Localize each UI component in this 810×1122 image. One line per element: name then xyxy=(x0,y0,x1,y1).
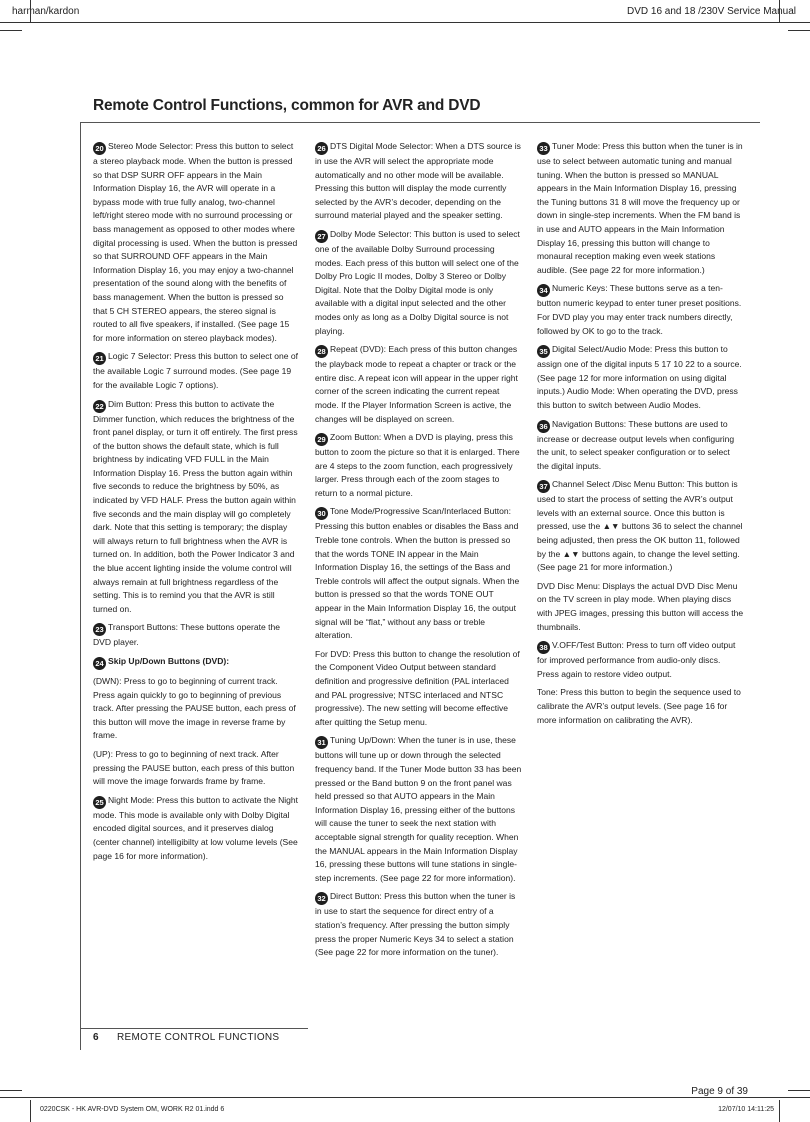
paragraph xyxy=(93,621,300,650)
paragraph xyxy=(93,794,300,863)
paragraph-heading: Skip Up/Down Buttons (DVD): xyxy=(108,656,230,666)
paragraph xyxy=(315,734,522,885)
column-2 xyxy=(315,140,522,965)
paragraph-text: Logic 7 Selector: Press this button to select one of the available Logic 7 surround modes. (See page 19 for the available Logic 7 options). xyxy=(93,351,299,390)
callout-badge: 24 xyxy=(93,657,106,670)
paragraph xyxy=(537,343,744,412)
paragraph-text: Tone: Press this button to begin the sequence used to calibrate the AVR’s output levels. (See page 16 for more information on calibrating the AVR). xyxy=(537,687,741,725)
paragraph-text: Night Mode: Press this button to activate the Night mode. This mode is available only with Dolby Digital encoded digital sources, and it preserves dialog (center channel) intelligibilty at low volume levels (See page 16 for more information). xyxy=(93,794,299,861)
paragraph-text: Transport Buttons: These buttons operate the DVD player. xyxy=(93,622,280,648)
crop-mark xyxy=(30,0,31,22)
paragraph-text: Numeric Keys: These buttons serve as a ten-button numeric keypad to enter tuner preset positions. For DVD play you may enter track numbers directly, followed by OK to go to the track. xyxy=(537,283,742,336)
paragraph-text: Tone Mode/Progressive Scan/Interlaced Button: Pressing this button enables or disables the Bass and Treble tone controls. When the button is pressed so that the words TONE IN appear in the Main Information Display 16, the settings of the Bass and Treble controls will affect the output signals. When the button is pressed so that the words TONE OUT appear in the Main Information Display 16, the output signal will be “flat,” without any bass or treble alteration. xyxy=(315,506,520,641)
paragraph-text: Zoom Button: When a DVD is playing, press this button to zoom the picture so that it is enlarged. There are 4 steps to the zoom function, each progressively larger. Press through each of the zoom stages to return to a normal picture. xyxy=(315,432,520,498)
paragraph-text: (DWN): Press to go to beginning of current track. Press again quickly to go to beginning of previous track. After pressing the PAUSE button, each press of this button will move the image in reverse frame by frame. xyxy=(93,676,296,741)
column-1 xyxy=(93,140,300,868)
paragraph-text: Navigation Buttons: These buttons are used to increase or decrease output levels when configuring the unit, to select speaker configuration or to select the digital inputs. xyxy=(537,418,735,471)
paragraph xyxy=(315,648,522,730)
indesign-date: 12/07/10 14:11:25 xyxy=(718,1106,774,1113)
paragraph xyxy=(315,140,522,223)
paragraph xyxy=(315,505,522,642)
crop-mark xyxy=(0,30,22,31)
paragraph-text: Channel Select /Disc Menu Button: This button is used to start the process of setting the AVR’s output levels with an external source. Once this button is pressed, use the ▲▼ buttons 36 to select the channel being adjusted, then press the OK button 11, followed by the ▲▼ buttons again, to change the level setting. (See page 21 for more information.) xyxy=(537,479,743,573)
paragraph xyxy=(93,748,300,789)
callout-badge: 30 xyxy=(315,507,328,520)
callout-badge: 27 xyxy=(315,230,328,243)
callout-badge: 37 xyxy=(537,480,550,493)
page-count: Page 9 of 39 xyxy=(691,1086,748,1097)
header-rule xyxy=(0,22,810,23)
paragraph-text: For DVD: Press this button to change the resolution of the Component Video Output between standard definition and progressive definition (PAL interlaced and PAL progressive; NTSC interlaced and NTSC progressive). The new setting will become effective after quitting the Setup menu. xyxy=(315,648,520,727)
footer-rule xyxy=(80,1028,308,1029)
title-rule xyxy=(80,122,760,123)
crop-mark xyxy=(0,1090,22,1091)
column-3 xyxy=(537,140,744,732)
paragraph xyxy=(315,343,522,426)
paragraph xyxy=(537,282,744,338)
paragraph-text: Stereo Mode Selector: Press this button to select a stereo playback mode. When the button is pressed so that DSP SURR OFF appears in the Main Information Display 16, the AVR will operate in a bypass mode with true fully analog, two-channel left/right stereo mode with no surround processing or bass management as opposed to other modes where digital processing is used. When the button is pressed so that SURROUND OFF appears in the Main Information Display 16, you may enjoy a two-channel presentation of the sound along with the benefits of bass management. When the button is pressed so that 5 CH STEREO appears, the stereo signal is routed to all five speakers, if installed. (See page 15 for more information on stereo playback modes). xyxy=(93,141,298,343)
callout-badge: 35 xyxy=(537,345,550,358)
paragraph xyxy=(537,478,744,575)
paragraph xyxy=(537,580,744,634)
paragraph-text: Repeat (DVD): Each press of this button changes the playback mode to repeat a chapter or track or the entire disc. A repeat icon will appear in the upper right corner of the screen indicating the current repeat mode. If the Player Information Screen is active, the changes will be displayed on screen. xyxy=(315,344,518,424)
paragraph xyxy=(537,418,744,474)
paragraph-text: Tuning Up/Down: When the tuner is in use, these buttons will tune up or down through the selected frequency band. If the Tuner Mode button 33 has been pressed or the Band button 9 on the front panel was held pressed so that AUTO appears in the Main Information Display 16, pressing either of the buttons will cause the tuner to seek the next station with acceptable signal strength for quality reception. When the MANUAL appears in the Main Information Display 16, pressing these buttons will tune stations in single-step increments. (See page 22 for more information). xyxy=(315,735,522,883)
crop-mark xyxy=(788,30,810,31)
crop-mark xyxy=(788,1090,810,1091)
callout-badge: 23 xyxy=(93,623,106,636)
crop-mark xyxy=(30,1100,31,1122)
callout-badge: 28 xyxy=(315,345,328,358)
paragraph xyxy=(93,350,300,392)
footer-page-number: 6 xyxy=(93,1032,99,1043)
paragraph xyxy=(93,655,300,670)
callout-badge: 31 xyxy=(315,736,328,749)
paragraph xyxy=(537,140,744,277)
callout-badge: 38 xyxy=(537,641,550,654)
paragraph xyxy=(93,140,300,345)
callout-badge: 36 xyxy=(537,420,550,433)
header-manual-title: DVD 16 and 18 /230V Service Manual xyxy=(627,6,796,17)
margin-rule xyxy=(80,122,81,1050)
paragraph-text: V.OFF/Test Button: Press to turn off video output for improved performance from audio-only discs. Press again to restore video output. xyxy=(537,640,736,679)
paragraph xyxy=(93,398,300,617)
paragraph xyxy=(537,686,744,727)
paragraph-text: Dim Button: Press this button to activate the Dimmer function, which reduces the brightness of the front panel display, or turn it off entirely. The first press of the button shows the default state, which is full brightness by indicating VFD FULL in the Main Information Display 16. Press the button again within five seconds to reduce the brightness by 50%, as indicated by VFD HALF. Press the button again within five seconds and the main display will go completely dark. Note that this setting is temporary; the display will always return to full brightness when the AVR is turned on. In addition, both the Power Indicator 3 and the blue accent lighting inside the volume control will always remain at full brightness regardless of the setting. This is to remind you that the AVR is still turned on. xyxy=(93,398,298,614)
callout-badge: 20 xyxy=(93,142,106,155)
paragraph xyxy=(537,639,744,681)
page-title: Remote Control Functions, common for AVR and DVD xyxy=(93,97,481,114)
bottom-rule xyxy=(0,1097,810,1098)
paragraph-text: Digital Select/Audio Mode: Press this button to assign one of the digital inputs 5 17 10 22 to a source. (See page 12 for more information on using digital inputs.) Audio Mode: When operating the DVD, press this button to switch between Audio Modes. xyxy=(537,344,742,410)
callout-badge: 33 xyxy=(537,142,550,155)
callout-badge: 22 xyxy=(93,400,106,413)
crop-mark xyxy=(779,0,780,22)
paragraph xyxy=(93,675,300,743)
callout-badge: 32 xyxy=(315,892,328,905)
callout-badge: 34 xyxy=(537,284,550,297)
paragraph-text: Tuner Mode: Press this button when the tuner is in use to select between automatic tuning and manual tuning. When the button is pressed so MANUAL appears in the Main Information Display 16, pressing the Tuning buttons 31 8 will move the frequency up or down in single-step increments. When the FM band is in use and AUTO appears in the Main Information Display 16, pressing this button will change to monaural reception making even week stations audible. (See page 22 for more information.) xyxy=(537,141,743,275)
footer-section: REMOTE CONTROL FUNCTIONS xyxy=(117,1032,280,1043)
paragraph-text: Dolby Mode Selector: This button is used to select one of the available Dolby Surround processing modes. Each press of this button will select one of the Dolby Pro Logic II modes, Dolby 3 Stereo or Dolby Digital. Note that the Dolby Digital mode is only available with a digital input selected and the other modes only as long as a Dolby Digital source is not playing. xyxy=(315,228,520,336)
paragraph xyxy=(315,228,522,338)
paragraph-text: Direct Button: Press this button when the tuner is in use to start the sequence for direct entry of a station’s frequency. After pressing the button simply press the proper Numeric Keys 34 to select a station (See page 22 for more information on the tuner). xyxy=(315,891,516,958)
paragraph xyxy=(315,431,522,500)
paragraph-text: DTS Digital Mode Selector: When a DTS source is in use the AVR will select the appropriate mode automatically and no other mode will be available. Pressing this button will display the mode currently selected by the AVR’s decoder, depending on the surround material played and the speaker setting. xyxy=(315,141,521,221)
paragraph xyxy=(315,890,522,959)
paragraph-text: DVD Disc Menu: Displays the actual DVD Disc Menu on the TV screen in play mode. When playing discs with JPEG images, pressing this button will access the thumbnails. xyxy=(537,580,744,632)
indesign-file: 0220CSK - HK AVR-DVD System OM, WORK R2 01.indd 6 xyxy=(40,1106,225,1113)
callout-badge: 21 xyxy=(93,352,106,365)
callout-badge: 25 xyxy=(93,796,106,809)
callout-badge: 26 xyxy=(315,142,328,155)
paragraph-text: (UP): Press to go to beginning of next track. After pressing the PAUSE button, each press of this button will move the image forwards frame by frame. xyxy=(93,748,295,787)
crop-mark xyxy=(779,1100,780,1122)
callout-badge: 29 xyxy=(315,433,328,446)
header-brand: harman/kardon xyxy=(12,6,80,17)
